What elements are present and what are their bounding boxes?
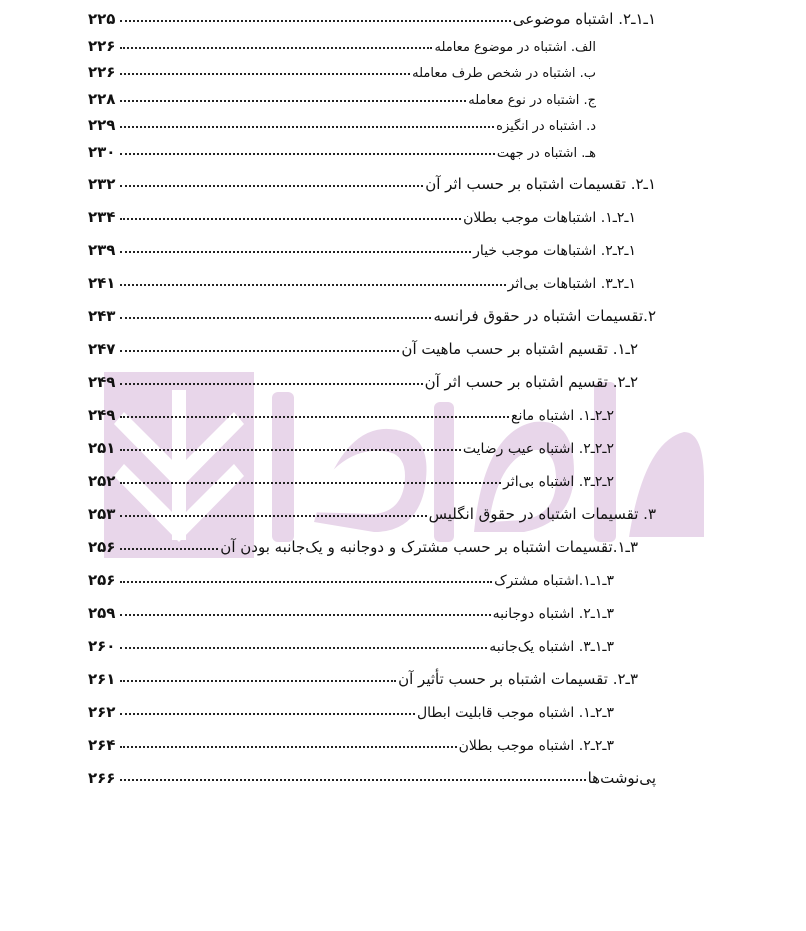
toc-entry-page: ۲۴۷ (88, 340, 116, 358)
dot-leader (120, 153, 495, 155)
toc-entry (88, 198, 636, 226)
toc-entry-page: ۲۵۶ (88, 571, 116, 589)
toc-entry (88, 106, 596, 134)
dot-leader (120, 126, 494, 128)
toc-entry-title: ۱ـ۲ـ۳. اشتباهات بی‌اثر (507, 276, 636, 292)
dot-leader (120, 284, 506, 286)
dot-leader (120, 383, 423, 385)
toc-entry-title: ۲.تقسیمات اشتباه در حقوق فرانسه (433, 307, 656, 325)
toc-entry (88, 759, 656, 787)
toc-entry-page: ۲۴۱ (88, 274, 116, 292)
dot-leader (120, 317, 431, 319)
toc-entry-page: ۲۶۱ (88, 670, 116, 688)
dot-leader (120, 647, 487, 649)
dot-leader (120, 218, 461, 220)
toc-entry (88, 429, 614, 457)
toc-entry-title: ۱ـ۲ـ۲. اشتباهات موجب خیار (473, 243, 636, 259)
toc-entry (88, 693, 614, 721)
toc-entry-title: ۲ـ۲. تقسیم اشتباه بر حسب اثر آن (424, 373, 638, 391)
toc-entry-page: ۲۲۶ (88, 63, 116, 81)
dot-leader (120, 746, 457, 748)
dot-leader (120, 416, 509, 418)
toc-entry (88, 495, 656, 523)
toc-entry (88, 297, 656, 325)
toc-entry (88, 627, 614, 655)
toc-entry (88, 363, 638, 391)
toc-entry-title: ۱ـ۲ـ۱. اشتباهات موجب بطلان (463, 210, 636, 226)
toc-entry-title: د. اشتباه در انگیزه (496, 119, 596, 134)
toc-entry (88, 80, 596, 108)
dot-leader (120, 779, 586, 781)
dot-leader (120, 185, 423, 187)
dot-leader (120, 482, 501, 484)
toc-entry (88, 594, 614, 622)
dot-leader (120, 100, 466, 102)
dot-leader (120, 73, 410, 75)
toc-entry-title: پی‌نوشت‌ها (587, 769, 656, 787)
dot-leader (120, 20, 511, 22)
toc-entry-page: ۲۵۲ (88, 472, 116, 490)
toc-entry (88, 165, 656, 193)
toc-entry-page: ۲۳۰ (88, 143, 116, 161)
toc-entry-page: ۲۶۲ (88, 703, 116, 721)
toc-entry-page: ۲۶۴ (88, 736, 116, 754)
toc-entry-page: ۲۴۳ (88, 307, 116, 325)
toc-entry (88, 528, 638, 556)
dot-leader (120, 251, 471, 253)
toc-entry-page: ۲۶۰ (88, 637, 116, 655)
dot-leader (120, 713, 415, 715)
toc-entry-page: ۲۳۴ (88, 208, 116, 226)
toc-entry-title: ۲ـ۲ـ۲. اشتباه عیب رضایت (462, 441, 614, 457)
toc-entry (88, 330, 638, 358)
toc-entry-title: ۳ـ۱ـ۱.اشتباه مشترک (494, 573, 614, 589)
toc-entry-page: ۲۲۸ (88, 90, 116, 108)
toc-entry-page: ۲۴۹ (88, 373, 116, 391)
toc-entry (88, 133, 596, 161)
dot-leader (120, 449, 461, 451)
toc-entry-title: ۳. تقسیمات اشتباه در حقوق انگلیس (428, 505, 656, 523)
toc-entry-title: ۳ـ۱ـ۳. اشتباه یک‌جانبه (489, 639, 614, 655)
toc-entry-title: ۱ـ۲. تقسیمات اشتباه بر حسب اثر آن (425, 175, 656, 193)
dot-leader (120, 581, 492, 583)
dot-leader (120, 47, 432, 49)
toc-entry-page: ۲۵۳ (88, 505, 116, 523)
toc-entry-page: ۲۲۶ (88, 37, 116, 55)
toc-entry-title: ۲ـ۲ـ۱. اشتباه مانع (511, 408, 614, 424)
toc-entry-page: ۲۶۶ (88, 769, 116, 787)
dot-leader (120, 515, 427, 517)
toc-entry-title: ۳ـ۱.تقسیمات اشتباه بر حسب مشترک و دوجانبه و یک‌جانبه بودن آن (220, 538, 638, 556)
dot-leader (120, 548, 218, 550)
toc-entry-page: ۲۴۹ (88, 406, 116, 424)
toc-entry (88, 27, 596, 55)
toc-entry-page: ۲۲۹ (88, 116, 116, 134)
toc-entry-title: ۳ـ۲ـ۲. اشتباه موجب بطلان (458, 738, 614, 754)
toc-entry (88, 462, 614, 490)
toc-entry-title: ۱ـ۱ـ۲. اشتباه موضوعی (512, 10, 656, 28)
toc-entry-title: ۲ـ۱. تقسیم اشتباه بر حسب ماهیت آن (401, 340, 638, 358)
toc-entry-title: ۲ـ۲ـ۳. اشتباه بی‌اثر (503, 474, 614, 490)
toc-entry-title: الف. اشتباه در موضوع معامله (434, 40, 596, 55)
toc-entry-page: ۲۵۱ (88, 439, 116, 457)
toc-entry (88, 264, 636, 292)
toc-entry-page: ۲۵۶ (88, 538, 116, 556)
dot-leader (120, 350, 399, 352)
toc-entry (88, 396, 614, 424)
toc-entry (88, 0, 656, 28)
toc-entry-title: ۳ـ۲. تقسیمات اشتباه بر حسب تأثیر آن (398, 670, 638, 688)
toc-entry-page: ۲۳۲ (88, 175, 116, 193)
toc-entry (88, 231, 636, 259)
toc-entry-title: ب. اشتباه در شخص طرف معامله (412, 66, 596, 81)
toc-entry (88, 561, 614, 589)
dot-leader (120, 614, 491, 616)
toc-entry-title: ج. اشتباه در نوع معامله (468, 93, 596, 108)
toc-entry-page: ۲۲۵ (88, 10, 116, 28)
toc-entry-title: ۳ـ۲ـ۱. اشتباه موجب قابلیت ابطال (416, 705, 614, 721)
toc-entry (88, 660, 638, 688)
toc-entry-page: ۲۳۹ (88, 241, 116, 259)
toc-entry (88, 53, 596, 81)
dot-leader (120, 680, 396, 682)
toc-entry-page: ۲۵۹ (88, 604, 116, 622)
toc-entry-title: هـ. اشتباه در جهت (496, 146, 596, 161)
toc-entry (88, 726, 614, 754)
toc-entry-title: ۳ـ۱ـ۲. اشتباه دوجانبه (492, 606, 614, 622)
